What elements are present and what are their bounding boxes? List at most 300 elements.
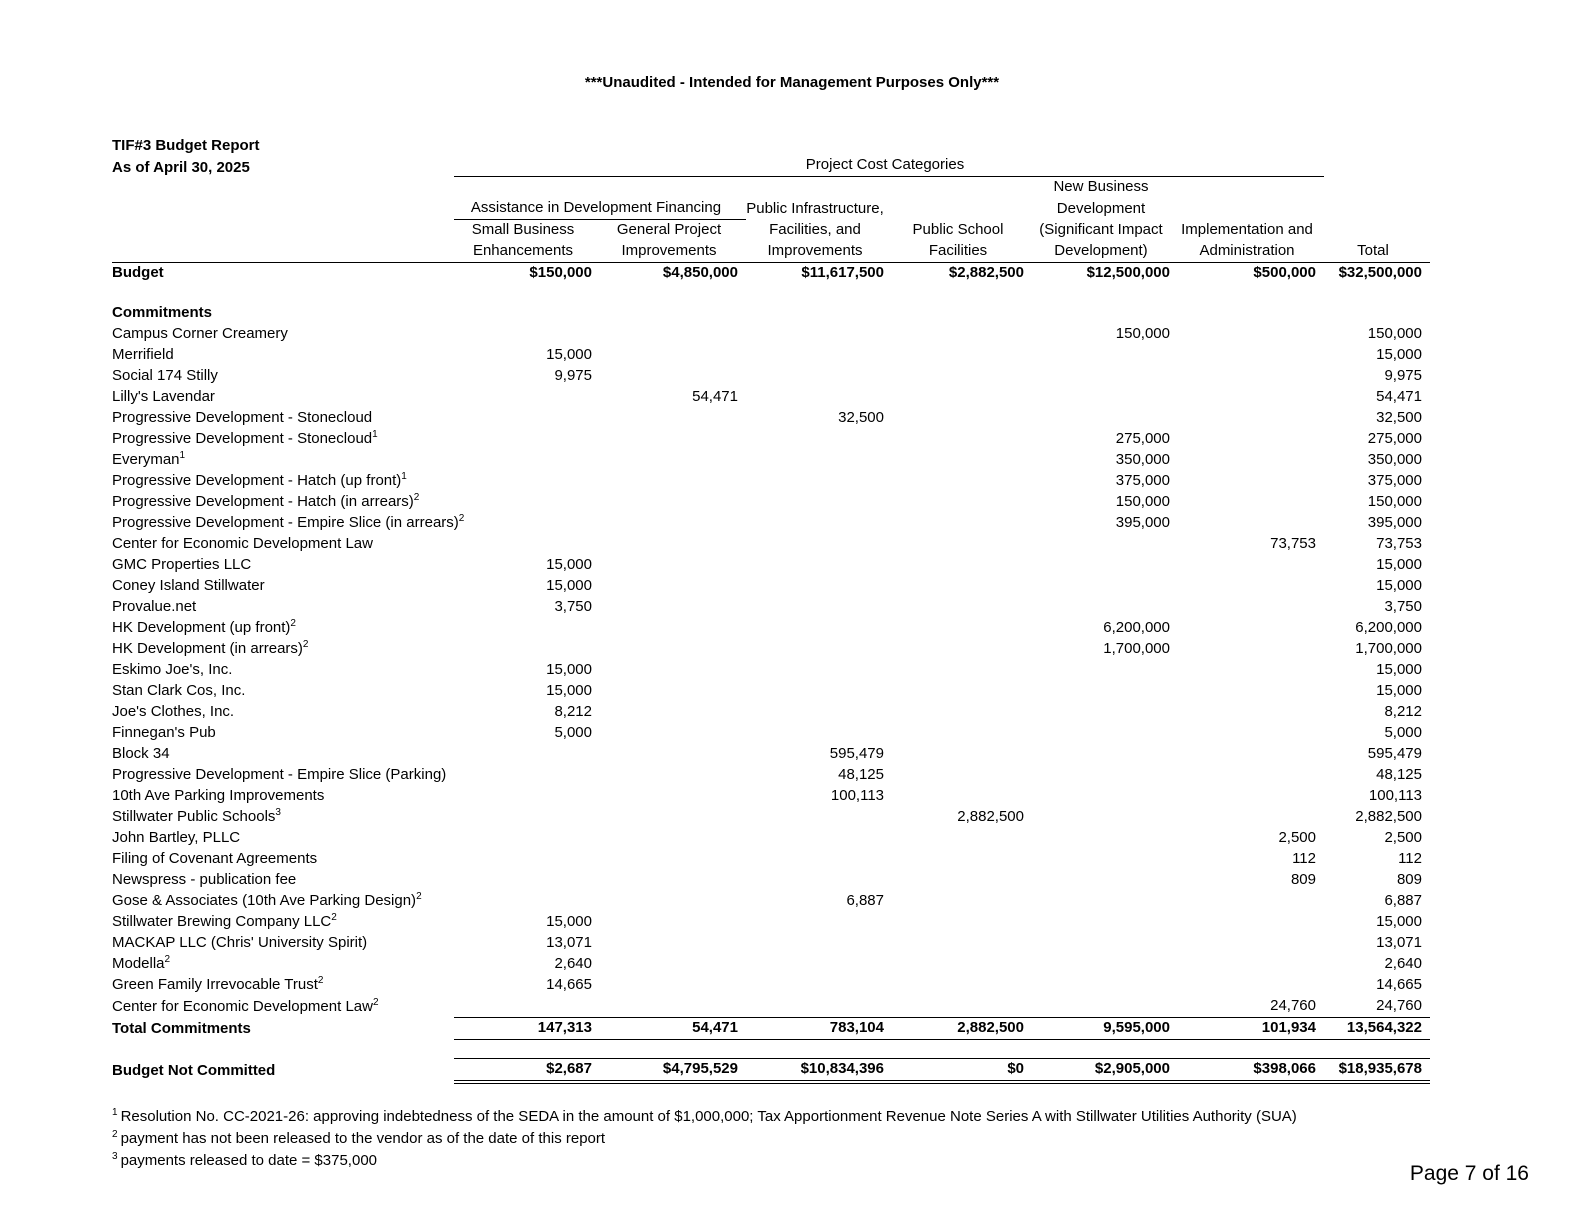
- commitment-value: [454, 429, 600, 450]
- commitment-value: 150,000: [1367, 325, 1422, 342]
- commitment-value: [746, 702, 892, 723]
- commitment-value: [600, 534, 746, 555]
- commitment-value: 73,753: [1376, 535, 1422, 552]
- commitment-value: 375,000: [1367, 472, 1422, 489]
- commitment-value: 350,000: [1115, 451, 1170, 468]
- commitment-value: [1032, 765, 1178, 786]
- budget-not-committed-value: $2,905,000: [1032, 1059, 1178, 1083]
- commitment-value: [600, 702, 746, 723]
- commitment-label: Green Family Irrevocable Trust$^2$: [112, 975, 324, 993]
- total-commitments-value: 13,564,322: [1324, 1018, 1430, 1040]
- commitment-value: 15,000: [1376, 556, 1422, 573]
- commitment-label: Center for Economic Development Law: [112, 535, 373, 552]
- commitment-value: [600, 807, 746, 828]
- commitment-value: 32,500: [1376, 409, 1422, 426]
- commitment-value: [1032, 891, 1178, 912]
- commitment-value: [454, 891, 600, 912]
- commitment-label: Progressive Development - Empire Slice (in arrears)$^2$: [112, 513, 465, 531]
- commitment-row: [112, 324, 1430, 345]
- commitment-value: [1178, 471, 1324, 492]
- public-infrastructure-header-line2: Facilities, and: [769, 221, 861, 238]
- commitment-value: 24,760: [1376, 997, 1422, 1014]
- budget-row-label: Budget: [112, 264, 164, 281]
- footnote-marker: 2: [112, 1129, 118, 1140]
- commitment-value: 100,113: [830, 787, 884, 804]
- commitment-value: [600, 429, 746, 450]
- commitment-value: [1032, 954, 1178, 975]
- commitment-value: 6,200,000: [1103, 619, 1170, 636]
- new-business-header-line1: New Business: [1053, 178, 1149, 195]
- commitment-value: [454, 324, 600, 345]
- commitment-value: [1032, 933, 1178, 954]
- commitment-value: 15,000: [1376, 577, 1422, 594]
- commitment-value: [600, 912, 746, 933]
- commitment-value: 14,665: [546, 976, 592, 993]
- total-commitments-row: [112, 1018, 1430, 1040]
- commitment-value: 595,479: [1367, 745, 1422, 762]
- budget-not-committed-label: Budget Not Committed: [112, 1062, 276, 1079]
- commitment-value: 2,500: [1384, 829, 1422, 846]
- public-infrastructure-header-line1: Public Infrastructure,: [746, 199, 884, 217]
- commitments-section-label: Commitments: [112, 304, 213, 321]
- commitment-value: 15,000: [546, 556, 592, 573]
- commitment-value: [1178, 975, 1324, 996]
- assistance-financing-group-header: Assistance in Development Financing: [454, 198, 746, 220]
- footnote-marker: 3: [112, 1151, 118, 1162]
- commitment-value: [1032, 870, 1178, 891]
- commitment-value: 15,000: [1376, 913, 1422, 930]
- commitment-value: [1178, 366, 1324, 387]
- footnote-marker: 2: [413, 492, 420, 503]
- commitment-row: [112, 408, 1430, 429]
- commitment-label: Block 34: [112, 745, 170, 762]
- commitment-label: Progressive Development - Empire Slice (Parking): [112, 766, 447, 783]
- commitment-value: [1178, 597, 1324, 618]
- commitment-value: [892, 387, 1032, 408]
- implementation-header-line1: Implementation and: [1181, 221, 1313, 238]
- new-business-header-line2: Development: [1056, 199, 1146, 217]
- commitment-label: MACKAP LLC (Chris' University Spirit): [112, 934, 368, 951]
- commitment-value: [892, 576, 1032, 597]
- commitment-value: [1032, 681, 1178, 702]
- commitment-value: [746, 912, 892, 933]
- commitment-value: [892, 660, 1032, 681]
- commitment-label: GMC Properties LLC: [112, 556, 252, 573]
- commitment-value: 13,071: [1376, 934, 1422, 951]
- commitment-value: [1032, 996, 1178, 1018]
- commitment-value: 15,000: [546, 661, 592, 678]
- commitment-value: [600, 954, 746, 975]
- footnote-marker: 2: [290, 618, 296, 629]
- footnote-text: payment has not been released to the vendor as of the date of this report: [120, 1130, 606, 1147]
- commitment-value: 15,000: [546, 682, 592, 699]
- commitment-label: Newspress - publication fee: [112, 871, 297, 888]
- commitment-value: [454, 492, 600, 513]
- commitment-label: Finnegan's Pub: [112, 724, 216, 741]
- commitment-value: [746, 492, 892, 513]
- footnote-marker: 1: [112, 1107, 118, 1118]
- commitment-value: [746, 534, 892, 555]
- commitment-value: [600, 996, 746, 1018]
- commitment-value: [746, 555, 892, 576]
- footnote-text: payments released to date = $375,000: [120, 1152, 377, 1169]
- commitment-value: [1178, 660, 1324, 681]
- commitment-row: [112, 450, 1430, 471]
- commitment-value: [1178, 681, 1324, 702]
- public-school-header-line2: Facilities: [892, 241, 1032, 263]
- commitment-value: [892, 870, 1032, 891]
- commitment-row: [112, 765, 1430, 786]
- commitment-value: [746, 597, 892, 618]
- commitment-value: 150,000: [1115, 325, 1170, 342]
- commitment-row: [112, 597, 1430, 618]
- commitment-value: [600, 639, 746, 660]
- commitment-value: [892, 702, 1032, 723]
- commitment-value: [1178, 408, 1324, 429]
- commitment-row: [112, 975, 1430, 996]
- commitment-row: [112, 933, 1430, 954]
- commitment-value: [454, 996, 600, 1018]
- commitment-value: [600, 786, 746, 807]
- commitment-value: [1178, 618, 1324, 639]
- commitment-value: [892, 513, 1032, 534]
- commitment-value: [600, 828, 746, 849]
- commitment-value: [600, 450, 746, 471]
- commitment-value: 275,000: [1115, 430, 1170, 447]
- commitment-value: [892, 345, 1032, 366]
- commitment-value: 8,212: [554, 703, 592, 720]
- commitment-value: [1032, 744, 1178, 765]
- commitment-value: [600, 597, 746, 618]
- budget-not-committed-value: $18,935,678: [1324, 1059, 1430, 1083]
- commitment-value: [600, 744, 746, 765]
- budget-value: $500,000: [1253, 264, 1316, 281]
- commitment-value: [892, 681, 1032, 702]
- commitment-value: 14,665: [1376, 976, 1422, 993]
- commitment-value: [1178, 513, 1324, 534]
- commitment-label: Modella$^2$: [112, 954, 171, 972]
- commitment-value: [892, 828, 1032, 849]
- commitment-value: [600, 555, 746, 576]
- commitment-label: Lilly's Lavendar: [112, 388, 215, 405]
- commitment-value: 54,471: [692, 388, 738, 405]
- commitment-value: 809: [1290, 871, 1316, 888]
- commitment-label: Eskimo Joe's, Inc.: [112, 661, 233, 678]
- commitment-value: [1178, 744, 1324, 765]
- commitment-row: [112, 660, 1430, 681]
- total-commitments-value: 9,595,000: [1032, 1018, 1178, 1040]
- footnote-1: [112, 1106, 1297, 1128]
- commitment-value: 3,750: [554, 598, 592, 615]
- commitment-value: [746, 828, 892, 849]
- commitment-value: [454, 849, 600, 870]
- commitment-value: 395,000: [1367, 514, 1422, 531]
- commitment-value: [892, 996, 1032, 1018]
- commitment-value: 1,700,000: [1355, 640, 1422, 657]
- commitment-value: [454, 870, 600, 891]
- header-row-3: [112, 220, 1430, 242]
- total-commitments-value: 54,471: [600, 1018, 746, 1040]
- commitment-value: 1,700,000: [1103, 640, 1170, 657]
- commitment-value: 15,000: [1376, 682, 1422, 699]
- commitment-value: [454, 408, 600, 429]
- commitment-value: [746, 975, 892, 996]
- commitment-value: [1032, 660, 1178, 681]
- commitment-value: [1178, 345, 1324, 366]
- commitment-row: [112, 555, 1430, 576]
- small-business-header-line1: Small Business: [471, 221, 575, 238]
- commitment-value: [892, 975, 1032, 996]
- commitment-value: 8,212: [1384, 703, 1422, 720]
- commitment-value: 6,887: [1384, 892, 1422, 909]
- commitment-value: [1032, 387, 1178, 408]
- total-commitments-value: 2,882,500: [892, 1018, 1032, 1040]
- footnote-marker: 1: [179, 450, 186, 461]
- commitment-value: 2,640: [1384, 955, 1422, 972]
- commitment-value: 395,000: [1115, 514, 1170, 531]
- commitment-label: Stillwater Brewing Company LLC$^2$: [112, 912, 337, 930]
- commitments-section-row: [112, 303, 1430, 324]
- commitment-label: Progressive Development - Stonecloud$^1$: [112, 429, 378, 447]
- commitment-value: [454, 807, 600, 828]
- footnote-marker: 2: [331, 912, 337, 923]
- header-row-2: [112, 198, 1430, 220]
- commitment-value: 275,000: [1367, 430, 1422, 447]
- footnote-3: [112, 1150, 1297, 1172]
- commitment-value: [892, 618, 1032, 639]
- commitment-value: [1032, 975, 1178, 996]
- commitment-value: [892, 891, 1032, 912]
- commitment-value: [1178, 933, 1324, 954]
- group-header-row: [112, 155, 1430, 177]
- commitment-value: [454, 765, 600, 786]
- commitment-row: [112, 618, 1430, 639]
- commitment-value: [600, 975, 746, 996]
- total-commitments-value: 783,104: [746, 1018, 892, 1040]
- commitment-value: [1032, 597, 1178, 618]
- general-project-header-line2: Improvements: [600, 241, 746, 263]
- commitment-value: [892, 849, 1032, 870]
- commitment-value: 15,000: [1376, 346, 1422, 363]
- commitment-value: [454, 744, 600, 765]
- commitment-value: [746, 870, 892, 891]
- commitment-value: [600, 513, 746, 534]
- commitment-value: [600, 324, 746, 345]
- commitment-value: [1178, 639, 1324, 660]
- commitment-value: [746, 618, 892, 639]
- commitment-value: [892, 450, 1032, 471]
- commitment-value: [454, 786, 600, 807]
- commitment-value: [600, 618, 746, 639]
- commitment-row: [112, 681, 1430, 702]
- commitment-value: [1032, 849, 1178, 870]
- commitment-value: [600, 408, 746, 429]
- commitment-value: [1178, 450, 1324, 471]
- commitment-label: Everyman$^1$: [112, 450, 186, 468]
- report-title: TIF#3 Budget Report: [112, 137, 260, 154]
- commitment-value: [600, 870, 746, 891]
- commitment-value: [892, 765, 1032, 786]
- commitment-value: [600, 891, 746, 912]
- budget-value: $11,617,500: [801, 264, 884, 281]
- commitment-value: [892, 744, 1032, 765]
- commitment-value: [1032, 807, 1178, 828]
- commitment-value: [454, 513, 600, 534]
- commitment-value: [1178, 807, 1324, 828]
- commitment-value: 6,887: [846, 892, 884, 909]
- commitment-value: [600, 933, 746, 954]
- commitment-row: [112, 996, 1430, 1018]
- commitment-value: [892, 534, 1032, 555]
- commitment-label: Merrifield: [112, 346, 174, 363]
- commitment-label: Center for Economic Development Law$^2$: [112, 996, 379, 1015]
- commitment-value: 48,125: [838, 766, 884, 783]
- total-commitments-label: Total Commitments: [112, 1019, 251, 1037]
- commitment-value: [892, 324, 1032, 345]
- commitment-value: 150,000: [1367, 493, 1422, 510]
- commitment-value: [892, 492, 1032, 513]
- commitment-value: [746, 429, 892, 450]
- commitment-value: 3,750: [1384, 598, 1422, 615]
- commitment-row: [112, 366, 1430, 387]
- footnote-marker: 1: [401, 471, 407, 482]
- commitment-row: [112, 576, 1430, 597]
- commitment-value: [746, 324, 892, 345]
- budget-row: [112, 263, 1430, 285]
- commitment-label: Gose & Associates (10th Ave Parking Design)$^2$: [112, 891, 422, 909]
- commitment-value: [600, 345, 746, 366]
- commitment-label: Social 174 Stilly: [112, 367, 218, 384]
- commitment-value: 375,000: [1115, 472, 1170, 489]
- budget-value: $2,882,500: [948, 264, 1024, 281]
- commitment-value: [1178, 576, 1324, 597]
- commitment-value: [600, 492, 746, 513]
- commitment-value: [600, 723, 746, 744]
- commitment-row: [112, 345, 1430, 366]
- footnote-marker: 2: [164, 954, 171, 965]
- budget-value: $32,500,000: [1338, 264, 1422, 281]
- commitment-value: [746, 660, 892, 681]
- new-business-header-line4: Development): [1032, 241, 1178, 263]
- commitment-value: 100,113: [1368, 787, 1422, 804]
- commitment-value: [892, 408, 1032, 429]
- commitment-value: [1032, 786, 1178, 807]
- commitment-value: 15,000: [546, 577, 592, 594]
- commitment-value: 15,000: [546, 346, 592, 363]
- commitment-value: [454, 828, 600, 849]
- unaudited-notice: ***Unaudited - Intended for Management Purposes Only***: [584, 74, 1000, 91]
- commitment-label: Progressive Development - Hatch (in arrears)$^2$: [112, 492, 420, 510]
- commitment-value: 54,471: [1376, 388, 1422, 405]
- commitment-value: [746, 933, 892, 954]
- commitment-value: [746, 639, 892, 660]
- commitment-value: [600, 660, 746, 681]
- budget-not-committed-value: $0: [892, 1059, 1032, 1083]
- commitment-value: [892, 639, 1032, 660]
- budget-table: [112, 155, 1430, 1084]
- commitment-label: Filing of Covenant Agreements: [112, 850, 318, 867]
- commitment-value: [600, 681, 746, 702]
- footnote-marker: 3: [275, 807, 281, 818]
- commitment-value: [1032, 345, 1178, 366]
- footnote-2: [112, 1128, 1297, 1150]
- commitment-label: 10th Ave Parking Improvements: [112, 787, 325, 804]
- budget-not-committed-value: $398,066: [1178, 1059, 1324, 1083]
- commitment-label: Progressive Development - Stonecloud: [112, 409, 373, 426]
- commitment-value: [892, 366, 1032, 387]
- commitment-value: [1178, 723, 1324, 744]
- commitment-value: [600, 471, 746, 492]
- commitment-value: [746, 450, 892, 471]
- budget-not-committed-row: [112, 1059, 1430, 1083]
- commitment-label: Stillwater Public Schools$^3$: [112, 807, 281, 825]
- commitment-label: HK Development (up front)$^2$: [112, 618, 296, 636]
- commitment-value: 9,975: [554, 367, 592, 384]
- implementation-header-line2: Administration: [1178, 241, 1324, 263]
- commitment-row: [112, 492, 1430, 513]
- commitment-value: 150,000: [1115, 493, 1170, 510]
- commitment-value: 2,882,500: [957, 808, 1024, 825]
- footnote-marker: 2: [372, 996, 379, 1008]
- footnote-marker: 2: [416, 891, 422, 902]
- commitment-value: 48,125: [1376, 766, 1422, 783]
- commitment-label: Stan Clark Cos, Inc.: [112, 682, 246, 699]
- commitment-label: Progressive Development - Hatch (up front)$^1$: [112, 471, 407, 489]
- commitment-value: [746, 513, 892, 534]
- commitment-value: [892, 723, 1032, 744]
- commitment-row: [112, 828, 1430, 849]
- commitment-value: [1178, 891, 1324, 912]
- commitment-row: [112, 639, 1430, 660]
- commitment-value: [746, 807, 892, 828]
- commitment-row: [112, 534, 1430, 555]
- footnote-marker: 2: [317, 975, 324, 986]
- commitment-value: [454, 387, 600, 408]
- commitment-value: [1032, 408, 1178, 429]
- commitment-value: [1032, 576, 1178, 597]
- commitment-value: [1032, 702, 1178, 723]
- commitment-value: [1032, 555, 1178, 576]
- commitment-row: [112, 807, 1430, 828]
- commitment-row: [112, 912, 1430, 933]
- commitment-value: [1032, 723, 1178, 744]
- new-business-header-line3: (Significant Impact: [1039, 221, 1163, 238]
- commitment-value: 5,000: [554, 724, 592, 741]
- budget-value: $12,500,000: [1086, 264, 1170, 281]
- commitment-row: [112, 849, 1430, 870]
- commitment-value: 15,000: [546, 913, 592, 930]
- commitment-value: [1178, 324, 1324, 345]
- commitment-label: Coney Island Stillwater: [112, 577, 265, 594]
- commitment-value: [892, 555, 1032, 576]
- commitment-value: 2,640: [554, 955, 592, 972]
- commitment-value: [746, 345, 892, 366]
- commitment-row: [112, 891, 1430, 912]
- commitment-value: [746, 849, 892, 870]
- commitment-value: [892, 597, 1032, 618]
- commitment-value: [746, 954, 892, 975]
- commitment-value: 350,000: [1367, 451, 1422, 468]
- total-commitments-value: 101,934: [1178, 1018, 1324, 1040]
- budget-not-committed-value: $2,687: [454, 1059, 600, 1083]
- commitment-value: 2,882,500: [1355, 808, 1422, 825]
- commitment-value: [746, 681, 892, 702]
- commitment-value: [1178, 492, 1324, 513]
- commitment-value: 595,479: [829, 745, 884, 762]
- commitment-row: [112, 723, 1430, 744]
- commitment-value: [454, 639, 600, 660]
- commitment-value: [1032, 912, 1178, 933]
